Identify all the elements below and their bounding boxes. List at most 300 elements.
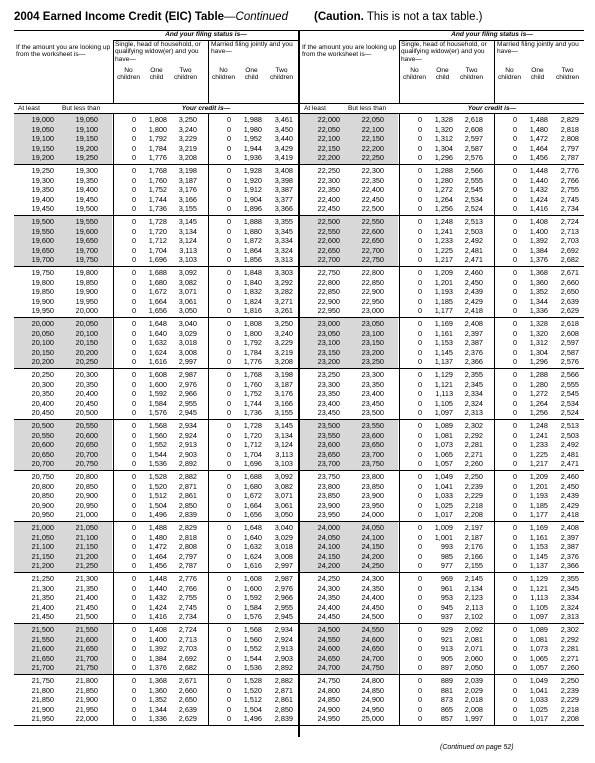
single-no-children-cell: 0 — [417, 430, 422, 440]
single-one-child-cell: 1,632 — [148, 338, 167, 348]
at-least-cell: 19,500 — [31, 217, 54, 226]
table-row — [14, 236, 298, 246]
married-two-children-cell: 3,071 — [274, 491, 293, 501]
single-two-children-cell: 3,134 — [178, 226, 197, 236]
table-row — [300, 278, 584, 288]
caution-bold: (Caution. — [314, 11, 364, 23]
at-least-cell: 20,850 — [31, 491, 54, 501]
single-one-child-cell: 1,288 — [434, 166, 453, 175]
married-no-children-cell: 0 — [512, 472, 517, 481]
no-children-label: No children — [211, 67, 236, 82]
single-two-children-cell: 2,281 — [464, 440, 483, 450]
single-one-child-cell: 1,392 — [148, 644, 167, 654]
married-one-child-cell: 1,448 — [529, 166, 548, 175]
married-two-children-cell: 2,450 — [560, 481, 579, 491]
single-two-children-cell: 2,934 — [178, 421, 197, 430]
but-less-than-cell: 21,300 — [75, 574, 98, 583]
single-one-child-cell: 1,408 — [148, 625, 167, 634]
single-no-children-cell: 0 — [417, 704, 422, 714]
married-no-children-cell: 0 — [512, 583, 517, 593]
single-no-children-cell: 0 — [131, 226, 136, 236]
single-one-child-cell: 1,808 — [148, 115, 167, 124]
single-one-child-cell: 1,520 — [148, 481, 167, 491]
table-row — [14, 134, 298, 144]
married-two-children-cell: 2,882 — [274, 676, 293, 685]
but-less-than-cell: 23,050 — [361, 319, 384, 328]
married-two-children-cell: 2,997 — [274, 561, 293, 571]
but-less-than-cell: 24,050 — [361, 523, 384, 532]
single-two-children-cell: 2,913 — [178, 440, 197, 450]
table-row — [300, 542, 584, 552]
but-less-than-cell: 20,450 — [75, 398, 98, 408]
single-no-children-cell: 0 — [131, 408, 136, 418]
single-one-child-cell: 857 — [440, 714, 453, 724]
but-less-than-cell: 20,600 — [75, 430, 98, 440]
single-one-child-cell: 1,688 — [148, 268, 167, 277]
single-no-children-cell: 0 — [417, 602, 422, 612]
married-no-children-cell: 0 — [226, 523, 231, 532]
single-no-children-cell: 0 — [131, 245, 136, 255]
married-two-children-cell: 3,018 — [274, 542, 293, 552]
single-one-child-cell: 1,233 — [434, 236, 453, 246]
married-no-children-cell: 0 — [226, 194, 231, 204]
at-least-cell: 21,900 — [31, 704, 54, 714]
at-least-cell: 21,050 — [31, 532, 54, 542]
single-two-children-cell: 2,797 — [178, 551, 197, 561]
at-least-cell: 24,250 — [317, 574, 340, 583]
single-two-children-cell: 2,734 — [178, 612, 197, 622]
single-two-children-cell: 2,197 — [464, 523, 483, 532]
single-one-child-cell: 1,113 — [435, 389, 453, 399]
married-no-children-cell: 0 — [512, 268, 517, 277]
single-two-children-cell: 2,608 — [464, 124, 483, 134]
married-no-children-cell: 0 — [226, 472, 231, 481]
married-two-children-cell: 3,176 — [274, 389, 293, 399]
row-group — [300, 369, 584, 420]
single-two-children-cell: 2,492 — [464, 236, 483, 246]
single-no-children-cell: 0 — [417, 357, 422, 367]
married-one-child-cell: 1,488 — [529, 115, 548, 124]
table-row — [300, 255, 584, 265]
single-two-children-cell: 3,208 — [178, 153, 197, 163]
single-two-children-cell: 3,018 — [178, 338, 197, 348]
but-less-than-cell: 20,550 — [75, 421, 98, 430]
married-no-children-cell: 0 — [226, 583, 231, 593]
but-less-than-cell: 22,650 — [361, 236, 384, 246]
caution-note — [314, 11, 483, 23]
at-least-cell: 22,250 — [317, 166, 340, 175]
married-one-child-cell: 1,776 — [243, 357, 262, 367]
married-two-children-cell: 2,903 — [274, 653, 293, 663]
single-two-children-cell: 2,713 — [178, 634, 197, 644]
single-no-children-cell: 0 — [417, 676, 422, 685]
married-no-children-cell: 0 — [226, 430, 231, 440]
single-two-children-cell: 3,071 — [178, 287, 197, 297]
table-row — [14, 306, 298, 316]
single-no-children-cell: 0 — [417, 166, 422, 175]
married-no-children-cell: 0 — [512, 115, 517, 124]
at-least-cell: 23,150 — [317, 347, 340, 357]
single-one-child-cell: 1,440 — [148, 583, 167, 593]
table-row — [300, 166, 584, 176]
married-no-children-cell: 0 — [226, 551, 231, 561]
married-no-children-cell: 0 — [512, 704, 517, 714]
but-less-than-cell: 23,600 — [361, 430, 384, 440]
single-one-child-cell: 1,728 — [148, 217, 167, 226]
at-least-cell: 19,350 — [31, 185, 54, 195]
married-no-children-cell: 0 — [512, 226, 517, 236]
married-no-children-cell: 0 — [512, 153, 517, 163]
single-two-children-cell: 3,240 — [178, 124, 197, 134]
single-one-child-cell: 1,528 — [148, 472, 167, 481]
table-row — [14, 166, 298, 176]
one-child-label: One child — [244, 67, 259, 82]
married-no-children-cell: 0 — [512, 217, 517, 226]
but-less-than-cell: 23,850 — [361, 481, 384, 491]
header-divider — [208, 40, 209, 103]
married-one-child-cell: 1,248 — [529, 421, 548, 430]
single-one-child-cell: 1,121 — [434, 379, 453, 389]
married-one-child-cell: 1,424 — [529, 194, 548, 204]
but-less-than-cell: 23,000 — [361, 306, 384, 316]
single-one-child-cell: 1,752 — [148, 185, 167, 195]
married-no-children-cell: 0 — [512, 175, 517, 185]
at-least-cell: 24,450 — [317, 612, 340, 622]
single-one-child-cell: 1,376 — [148, 663, 167, 673]
married-two-children-cell: 2,839 — [274, 714, 293, 724]
single-no-children-cell: 0 — [131, 440, 136, 450]
married-no-children-cell: 0 — [512, 440, 517, 450]
married-two-children-cell: 2,555 — [560, 379, 579, 389]
but-less-than-cell: 24,150 — [361, 542, 384, 552]
married-no-children-cell: 0 — [512, 143, 517, 153]
table-row — [300, 357, 584, 367]
table-row — [300, 399, 584, 409]
row-group — [14, 675, 298, 726]
at-least-cell: 21,100 — [31, 542, 54, 552]
married-one-child-cell: 1,648 — [243, 523, 262, 532]
single-one-child-cell: 1,049 — [434, 472, 453, 481]
married-one-child-cell: 1,225 — [529, 449, 548, 459]
single-no-children-cell: 0 — [417, 236, 422, 246]
but-less-than-cell: 22,550 — [361, 217, 384, 226]
but-less-than-cell: 19,500 — [75, 204, 98, 214]
married-two-children-cell: 3,355 — [274, 217, 293, 226]
married-two-children-cell: 3,061 — [274, 500, 293, 510]
married-one-child-cell: 1,049 — [529, 676, 548, 685]
at-least-label: At least — [18, 105, 40, 112]
row-group — [14, 114, 298, 165]
single-two-children-cell: 2,766 — [178, 583, 197, 593]
married-no-children-cell: 0 — [226, 277, 231, 287]
table-row — [14, 370, 298, 380]
but-less-than-cell: 24,000 — [361, 510, 384, 520]
single-two-children-cell: 3,092 — [178, 268, 197, 277]
but-less-than-cell: 24,200 — [361, 551, 384, 561]
single-two-children-cell: 2,408 — [464, 319, 483, 328]
single-no-children-cell: 0 — [131, 583, 136, 593]
table-row — [14, 695, 298, 705]
at-least-cell: 24,500 — [317, 625, 340, 634]
at-least-cell: 24,050 — [317, 532, 340, 542]
single-two-children-cell: 2,123 — [464, 593, 483, 603]
married-one-child-cell: 1,560 — [243, 634, 262, 644]
married-no-children-cell: 0 — [226, 449, 231, 459]
table-row — [300, 153, 584, 163]
but-less-than-cell: 21,650 — [75, 644, 98, 654]
married-two-children-cell: 3,303 — [274, 268, 293, 277]
at-least-cell: 22,900 — [317, 296, 340, 306]
single-one-child-cell: 1,193 — [434, 287, 453, 297]
married-two-children-cell: 3,324 — [274, 245, 293, 255]
at-least-cell: 19,000 — [31, 115, 54, 124]
married-two-children-cell: 2,924 — [274, 634, 293, 644]
single-one-child-cell: 873 — [440, 695, 453, 705]
married-two-children-cell: 2,597 — [560, 338, 579, 348]
single-two-children-cell: 2,745 — [178, 602, 197, 612]
married-two-children-cell: 3,103 — [274, 459, 293, 469]
single-no-children-cell: 0 — [131, 634, 136, 644]
single-no-children-cell: 0 — [131, 551, 136, 561]
single-two-children-cell: 3,145 — [178, 217, 197, 226]
table-row — [300, 176, 584, 186]
but-less-than-cell: 19,550 — [75, 217, 98, 226]
single-one-child-cell: 985 — [440, 551, 453, 561]
married-no-children-cell: 0 — [226, 685, 231, 695]
single-one-child-cell: 1,153 — [434, 338, 453, 348]
married-two-children-cell: 2,713 — [560, 226, 579, 236]
married-two-children-cell: 2,313 — [560, 612, 579, 622]
at-least-cell: 22,200 — [317, 153, 340, 163]
married-one-child-cell: 1,928 — [243, 166, 262, 175]
table-row — [14, 204, 298, 214]
row-group — [300, 318, 584, 369]
but-less-than-cell: 23,650 — [361, 440, 384, 450]
at-least-cell: 21,550 — [31, 634, 54, 644]
married-no-children-cell: 0 — [226, 357, 231, 367]
table-row — [14, 510, 298, 520]
single-no-children-cell: 0 — [131, 255, 136, 265]
single-two-children-cell: 2,081 — [464, 634, 483, 644]
but-less-than-cell: 24,300 — [361, 574, 384, 583]
married-two-children-cell: 2,408 — [560, 523, 579, 532]
married-one-child-cell: 1,920 — [243, 175, 262, 185]
but-less-than-cell: 22,000 — [75, 714, 98, 724]
table-row — [14, 574, 298, 584]
right-table-panel — [300, 30, 584, 726]
married-one-child-cell: 1,073 — [529, 644, 548, 654]
single-one-child-cell: 1,576 — [148, 408, 167, 418]
single-no-children-cell: 0 — [417, 268, 422, 277]
married-no-children-cell: 0 — [512, 542, 517, 552]
single-two-children-cell: 2,239 — [464, 481, 483, 491]
table-row — [14, 338, 298, 348]
but-less-than-cell: 23,350 — [361, 379, 384, 389]
single-no-children-cell: 0 — [131, 449, 136, 459]
but-less-than-cell: 19,700 — [75, 245, 98, 255]
single-no-children-cell: 0 — [131, 306, 136, 316]
married-two-children-cell: 3,082 — [274, 481, 293, 491]
single-no-children-cell: 0 — [417, 175, 422, 185]
row-group — [300, 624, 584, 675]
but-less-than-cell: 21,000 — [75, 510, 98, 520]
at-least-cell: 21,000 — [31, 523, 54, 532]
married-one-child-cell: 1,768 — [243, 370, 262, 379]
single-no-children-cell: 0 — [131, 685, 136, 695]
table-row — [14, 329, 298, 339]
married-no-children-cell: 0 — [226, 542, 231, 552]
married-one-child-cell: 1,632 — [243, 542, 262, 552]
table-row — [14, 440, 298, 450]
two-children-label: Two children — [459, 67, 484, 82]
table-row — [14, 714, 298, 724]
married-no-children-cell: 0 — [226, 143, 231, 153]
table-row — [300, 491, 584, 501]
at-least-cell: 21,650 — [31, 653, 54, 663]
table-row — [14, 459, 298, 469]
continued-footer: (Continued on page 52) — [440, 744, 514, 751]
married-no-children-cell: 0 — [226, 421, 231, 430]
lookup-label: If the amount you are looking up from the worksheet is— — [16, 44, 111, 59]
married-one-child-cell: 1,256 — [529, 408, 548, 418]
single-one-child-cell: 921 — [440, 634, 453, 644]
at-least-cell: 23,600 — [317, 440, 340, 450]
single-one-child-cell: 1,304 — [434, 143, 453, 153]
married-no-children-cell: 0 — [226, 653, 231, 663]
single-one-child-cell: 1,400 — [148, 634, 167, 644]
married-one-child-cell: 1,344 — [529, 296, 548, 306]
but-less-than-cell: 21,400 — [75, 593, 98, 603]
married-two-children-cell: 2,650 — [560, 287, 579, 297]
married-one-child-cell: 1,105 — [529, 602, 548, 612]
but-less-than-cell: 22,750 — [361, 255, 384, 265]
married-no-children-cell: 0 — [226, 268, 231, 277]
at-least-cell: 24,100 — [317, 542, 340, 552]
single-one-child-cell: 1,552 — [148, 440, 167, 450]
single-one-child-cell: 1,712 — [148, 236, 167, 246]
single-no-children-cell: 0 — [417, 510, 422, 520]
single-no-children-cell: 0 — [417, 551, 422, 561]
but-less-than-cell: 22,050 — [361, 115, 384, 124]
single-two-children-cell: 2,924 — [178, 430, 197, 440]
married-one-child-cell: 1,616 — [243, 561, 262, 571]
single-no-children-cell: 0 — [131, 430, 136, 440]
married-two-children-cell: 2,260 — [560, 663, 579, 673]
married-one-child-cell: 1,065 — [529, 653, 548, 663]
single-two-children-cell: 2,892 — [178, 459, 197, 469]
at-least-cell: 24,200 — [317, 561, 340, 571]
single-one-child-cell: 1,280 — [434, 175, 453, 185]
married-no-children-cell: 0 — [512, 347, 517, 357]
at-least-cell: 20,100 — [31, 338, 54, 348]
single-two-children-cell: 2,271 — [464, 449, 483, 459]
no-children-label: No children — [402, 67, 427, 82]
single-two-children-cell: 2,903 — [178, 449, 197, 459]
single-one-child-cell: 1,416 — [148, 612, 167, 622]
but-less-than-cell: 21,700 — [75, 653, 98, 663]
single-no-children-cell: 0 — [417, 319, 422, 328]
but-less-than-cell: 20,250 — [75, 357, 98, 367]
married-two-children-cell: 2,281 — [560, 644, 579, 654]
married-no-children-cell: 0 — [512, 236, 517, 246]
but-less-than-cell: 20,100 — [75, 328, 98, 338]
married-no-children-cell: 0 — [512, 676, 517, 685]
married-two-children-cell: 2,439 — [560, 491, 579, 501]
married-one-child-cell: 1,320 — [529, 328, 548, 338]
but-less-than-cell: 22,350 — [361, 175, 384, 185]
single-two-children-cell: 2,334 — [464, 389, 483, 399]
at-least-cell: 23,850 — [317, 491, 340, 501]
single-one-child-cell: 1,616 — [148, 357, 167, 367]
single-no-children-cell: 0 — [417, 379, 422, 389]
single-no-children-cell: 0 — [131, 459, 136, 469]
but-less-than-cell: 20,350 — [75, 379, 98, 389]
single-two-children-cell: 2,997 — [178, 357, 197, 367]
married-two-children-cell: 2,355 — [560, 574, 579, 583]
married-two-children-cell: 2,787 — [560, 153, 579, 163]
but-less-than-cell: 20,950 — [75, 500, 98, 510]
single-two-children-cell: 3,250 — [178, 115, 197, 124]
married-two-children-cell: 2,471 — [560, 459, 579, 469]
single-two-children-cell: 2,092 — [464, 625, 483, 634]
married-two-children-cell: 3,198 — [274, 370, 293, 379]
single-no-children-cell: 0 — [131, 338, 136, 348]
at-least-cell: 23,500 — [317, 421, 340, 430]
married-no-children-cell: 0 — [512, 338, 517, 348]
married-one-child-cell: 1,233 — [529, 440, 548, 450]
table-row — [14, 144, 298, 154]
single-one-child-cell: 1,648 — [148, 319, 167, 328]
married-two-children-cell: 2,618 — [560, 319, 579, 328]
single-one-child-cell: 929 — [440, 625, 453, 634]
married-two-children-cell: 2,239 — [560, 685, 579, 695]
single-two-children-cell: 2,187 — [464, 532, 483, 542]
at-least-cell: 19,050 — [31, 124, 54, 134]
single-two-children-cell: 3,124 — [178, 236, 197, 246]
single-no-children-cell: 0 — [417, 408, 422, 418]
single-no-children-cell: 0 — [417, 226, 422, 236]
married-no-children-cell: 0 — [512, 379, 517, 389]
single-two-children-cell: 2,260 — [464, 459, 483, 469]
married-no-children-cell: 0 — [512, 561, 517, 571]
married-two-children-cell: 2,345 — [560, 583, 579, 593]
single-status-label: Single, head of household, or qualifying widow(er) and you have— — [401, 41, 487, 63]
married-two-children-cell: 2,513 — [560, 421, 579, 430]
at-least-cell: 22,750 — [317, 268, 340, 277]
at-least-cell: 21,500 — [31, 625, 54, 634]
married-one-child-cell: 1,832 — [243, 287, 262, 297]
single-two-children-cell: 2,229 — [464, 491, 483, 501]
married-two-children-cell: 3,271 — [274, 296, 293, 306]
married-one-child-cell: 1,121 — [529, 583, 548, 593]
married-one-child-cell: 1,209 — [529, 472, 548, 481]
row-group — [14, 216, 298, 267]
but-less-than-cell: 22,300 — [361, 166, 384, 175]
married-no-children-cell: 0 — [512, 574, 517, 583]
single-no-children-cell: 0 — [417, 421, 422, 430]
but-less-than-cell: 23,400 — [361, 389, 384, 399]
single-two-children-cell: 2,818 — [178, 532, 197, 542]
single-no-children-cell: 0 — [131, 714, 136, 724]
table-row — [300, 654, 584, 664]
table-row — [14, 501, 298, 511]
married-two-children-cell: 3,261 — [274, 306, 293, 316]
married-no-children-cell: 0 — [512, 245, 517, 255]
table-row — [300, 663, 584, 673]
at-least-cell: 21,350 — [31, 593, 54, 603]
married-no-children-cell: 0 — [226, 561, 231, 571]
at-least-cell: 19,750 — [31, 268, 54, 277]
